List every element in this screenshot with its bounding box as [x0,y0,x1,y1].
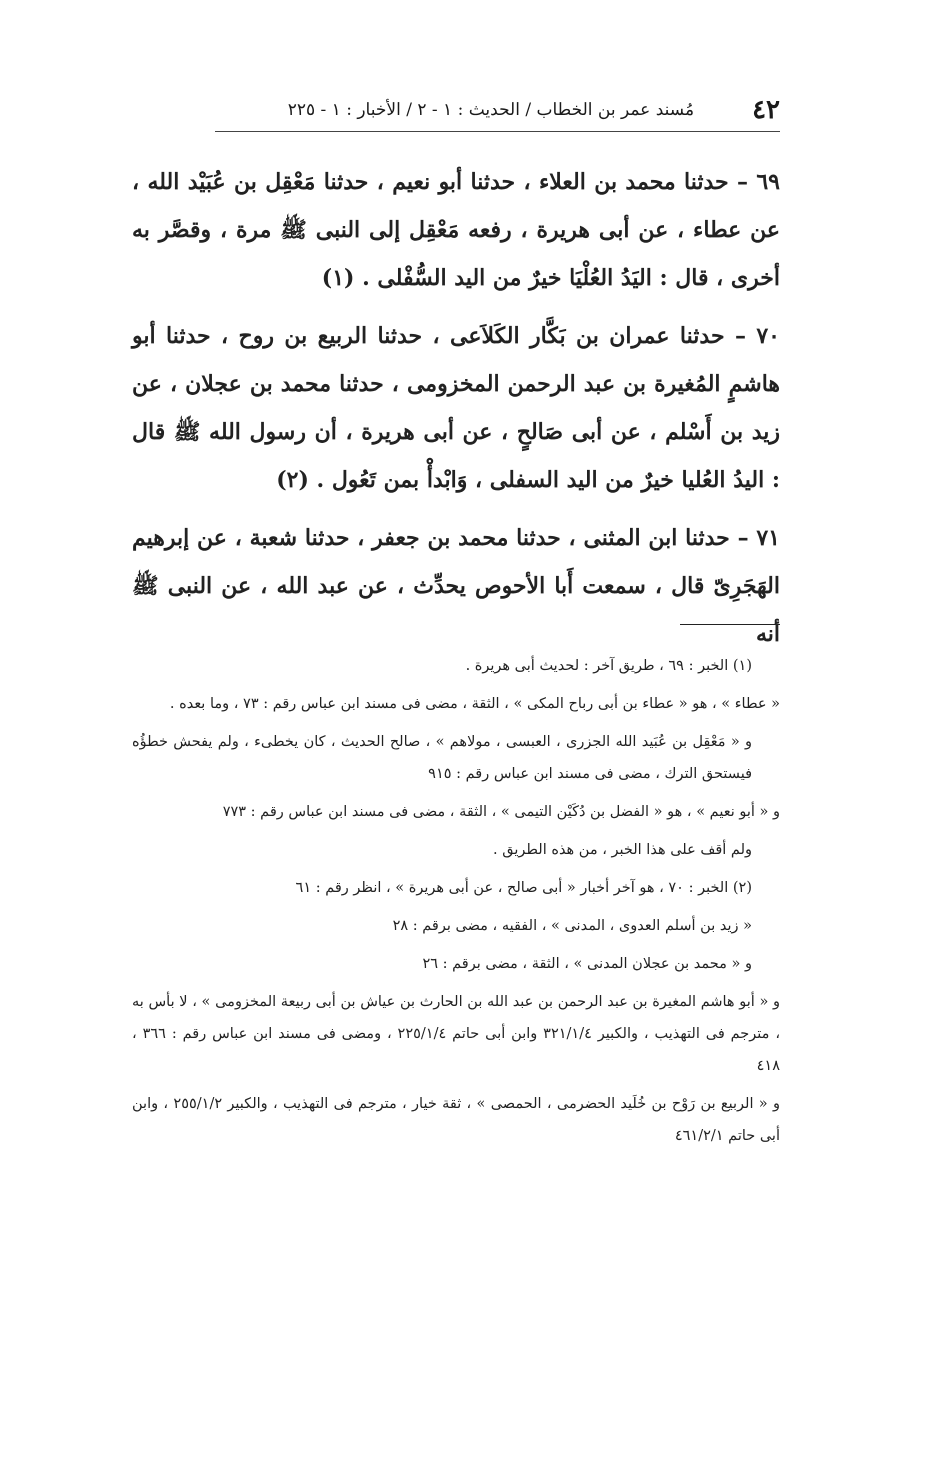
hadith-70: ٧٠ – حدثنا عمران بن بَكَّار الكَلاَعى ، حدثنا الربيع بن روح ، حدثنا أبو هاشمٍ المُغيرة بن عبد الرحمن المخزومى ، حدثنا محمد بن عجلان ، عن زيد بن أَسْلم ، عن أبى صَالحٍ ، عن أبى هريرة ، أن رسول الله ﷺ قال : اليدُ العُليا خيرٌ من اليد السفلى ، وَابْدأْ بمن تَعُول . (٢) [132,323,780,493]
hadith-69: ٦٩ – حدثنا محمد بن العلاء ، حدثنا أبو نعيم ، حدثنا مَعْقِل بن عُبَيْد الله ، عن عطاء ، عن أبى هريرة ، رفعه مَعْقِل إلى النبى ﷺ مرة ، وقصَّر به أخرى ، قال : اليَدُ العُلْيَا خيرٌ من اليد السُّفْلى . (١) [132,169,780,291]
page-header [200,92,780,128]
footnote-line: و « أبو نعيم » ، هو « الفضل بن دُكَيْن التيمى » ، الثقة ، مضى فى مسند ابن عباس رقم : ٧٧٣ [222,804,780,820]
main-text [132,158,780,668]
footnote-2: (٢) الخبر : ٧٠ ، هو آخر أخبار « أبى صالح ، عن أبى هريرة » ، انظر رقم : ٦١ [295,880,752,896]
footnote-line: « عطاء » ، هو « عطاء بن أبى رباح المكى » ، الثقة ، مضى فى مسند ابن عباس رقم : ٧٣ ، وما بعده . [169,696,780,712]
footnote-1: (١) الخبر : ٦٩ ، طريق آخر : لحديث أبى هريرة . [465,658,752,674]
footnotes [132,650,780,1158]
page-number: ٤٢ [752,95,780,125]
footnote-separator [680,624,780,625]
hadith-71: ٧١ – حدثنا ابن المثنى ، حدثنا محمد بن جعفر ، حدثنا شعبة ، عن إبرهيم الهَجَرِىّ قال ، سمعت أَبا الأحوص يحدِّث ، عن عبد الله ، عن النبى ﷺ أنه [132,525,780,647]
footnote-line: و « أبو هاشم المغيرة بن عبد الرحمن بن عبد الله بن الحارث بن عياش بن أبى ربيعة المخزومى » ، لا بأس به ، مترجم فى التهذيب ، والكبير ٣٢١/١/٤ وابن أبى حاتم ٢٢٥/١/٤ ، ومضى فى مسند ابن عباس رقم : ٣٦٦ ، ٤١٨ [132,994,780,1074]
footnote-line: ولم أقف على هذا الخبر ، من هذه الطريق . [493,842,752,858]
footnote-line: و « محمد بن عجلان المدنى » ، الثقة ، مضى برقم : ٢٦ [422,956,752,972]
header-rule [215,131,780,132]
footnote-line: و « الربيع بن رَوْح بن خُلَيد الحضرمى ، الحمصى » ، ثقة خيار ، مترجم فى التهذيب ، والكبير ٢٥٥/١/٢ ، وابن أبى حاتم ٤٦١/٢/١ [132,1096,780,1144]
running-title: مُسند عمر بن الخطاب / الحديث : ١ - ٢ / الأخبار : ١ - ٢٢٥ [287,100,695,120]
footnote-line: و « مَعْقِل بن عُبَيد الله الجزرى ، العبسى ، مولاهم » ، صالح الحديث ، كان يخطىء ، ولم يفحش خطؤُه فيستحق الترك ، مضى فى مسند ابن عباس رقم : ٩١٥ [132,734,752,782]
footnote-line: « زيد بن أسلم العدوى ، المدنى » ، الفقيه ، مضى برقم : ٢٨ [392,918,752,934]
